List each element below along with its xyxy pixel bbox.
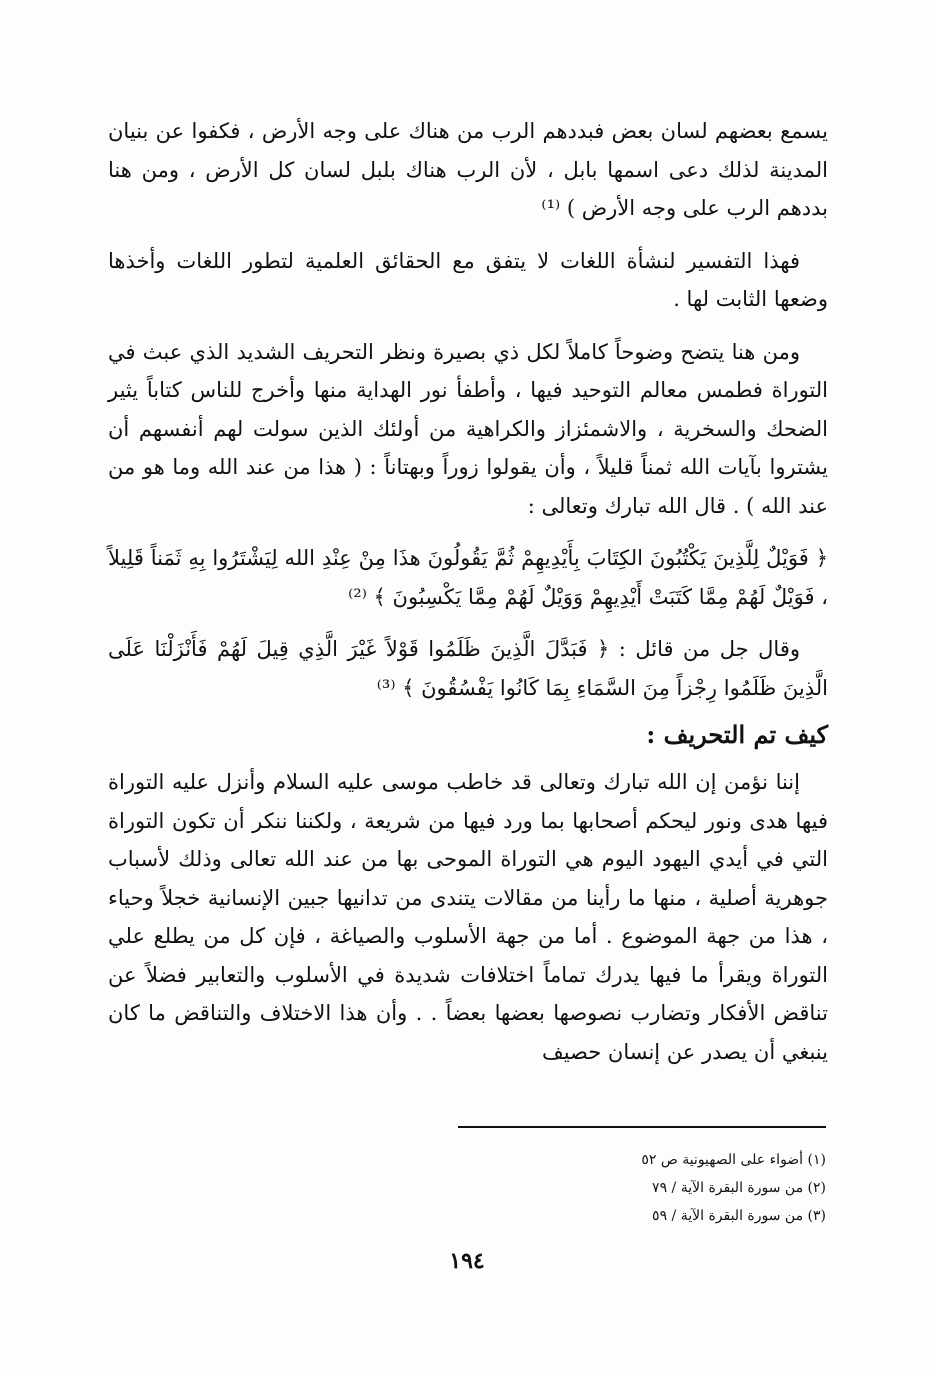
quran-verse-79: ﴿ فَوَيْلٌ لِلَّذِينَ يَكْتُبُونَ الكِتَابَ بِأَيْدِيهِمْ ثُمَّ يَقُولُونَ هذَا مِنْ عِنْدِ الله لِيَشْتَرُوا بِهِ ثَمَناً قَلِيلاً ، فَوَيْلٌ لَهُمْ مِمَّا كَتَبَتْ أَيْدِيهِمْ وَوَيْلٌ لَهُمْ مِمَّا يَكْسِبُونَ ﴾ ⁽²⁾	[108, 546, 828, 609]
footnote-divider	[458, 1126, 826, 1128]
page-number: ١٩٤	[449, 1248, 485, 1274]
paragraph-babel: يسمع بعضهم لسان بعض فبددهم الرب من هناك على وجه الأرض ، فكفوا عن بنيان المدينة لذلك دعى اسمها بابل ، لأن الرب هناك بلبل لسان كل الأرض ، ومن هنا بددهم الرب على وجه الأرض ) ⁽¹⁾	[108, 119, 828, 220]
footnote-2: (٢) من سورة البقرة الآية / ٧٩	[652, 1180, 826, 1196]
section-heading: كيف تم التحريف :	[646, 720, 828, 749]
paragraph-how-distortion: إننا نؤمن إن الله تبارك وتعالى قد خاطب موسى عليه السلام وأنزل عليه التوراة فيها هدى ونور ليحكم أصحابها بما ورد فيها من شريعة ، ولكننا ننكر أن تكون التوراة التي في أيدي اليهود اليوم هي التوراة الموحى بها من عند الله تعالى وذلك لأسباب جوهرية أصلية ، منها ما رأينا من مقالات يتندى من تدانيها جبين الإنسانية خجلاً وحياء ، هذا من جهة الموضوع . أما من جهة الأسلوب والصياغة ، فإن كل من يطلع علي التوراة ويقرأ ما فيها يدرك تماماً اختلافات شديدة في الأسلوب والتعابير فضلاً عن تناقض الأفكار وتضارب نصوصها بعضها بعضاً . . وأن هذا الاختلاف والتناقض ما كان ينبغي أن يصدر عن إنسان حصيف	[108, 770, 828, 1064]
footnote-3: (٣) من سورة البقرة الآية / ٥٩	[652, 1208, 826, 1224]
footnote-1: (١) أضواء على الصهيونية ص ٥٢	[641, 1152, 826, 1168]
body-text	[108, 112, 828, 1085]
footnotes	[458, 1146, 826, 1230]
paragraph-distortion: ومن هنا يتضح وضوحاً كاملاً لكل ذي بصيرة ونظر التحريف الشديد الذي عبث في التوراة فطمس معالم التوحيد فيها ، وأطفأ نور الهداية منها وأخرج للناس كتاباً يثير الضحك والسخرية ، والاشمئزاز والكراهية من أولئك الذين سولت لهم أنفسهم أن يشتروا بآيات الله ثمناً قليلاً ، وأن يقولوا زوراً وبهتاناً : ( هذا من عند الله وما هو من عند الله ) . قال الله تبارك وتعالى :	[108, 339, 828, 518]
paragraph-language-origin: فهذا التفسير لنشأة اللغات لا يتفق مع الحقائق العلمية لتطور اللغات وأخذها وضعها الثابت لها .	[108, 248, 828, 311]
quran-verse-59: وقال جل من قائل : ﴿ فَبَدَّلَ الَّذِينَ ظَلَمُوا قَوْلاً غَيْرَ الَّذِي قِيلَ لَهُمْ فَأَنْزَلْنَا عَلَى الَّذِينَ ظَلَمُوا رِجْزاً مِنَ السَّمَاءِ بِمَا كَانُوا يَفْسُقُونَ ﴾ ⁽³⁾	[108, 637, 828, 700]
